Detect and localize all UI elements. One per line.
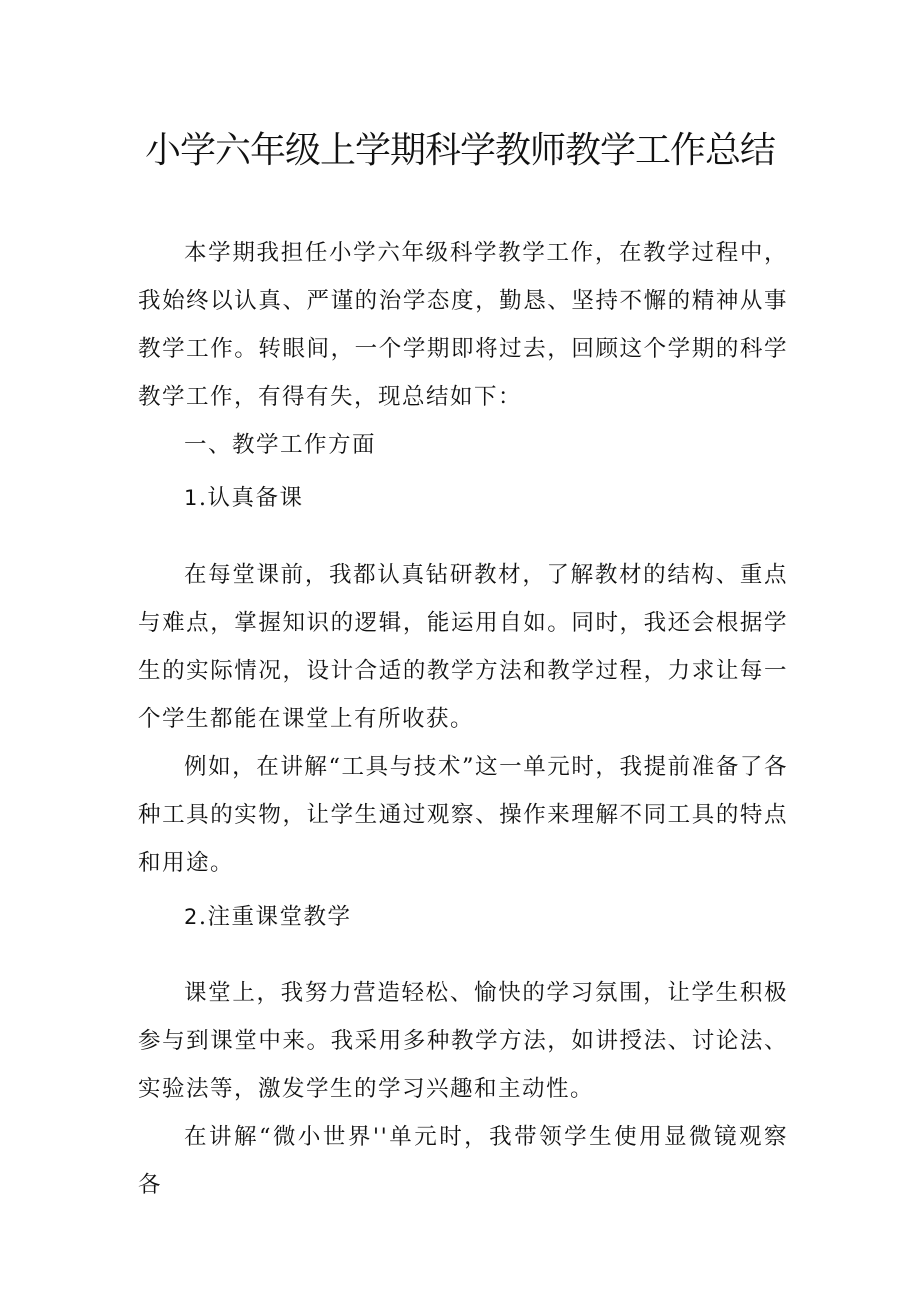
tools-example-paragraph: 例如，在讲解“工具与技术”这一单元时，我提前准备了各种工具的实物，让学生通过观察、操作来理解不同工具的特点和用途。 [138, 754, 788, 876]
intro-paragraph: 本学期我担任小学六年级科学教学工作，在教学过程中，我始终以认真、严谨的治学态度，勤恳、坚持不懈的精神从事教学工作。转眼间，一个学期即将过去，回顾这个学期的科学教学工作，有得有失，现总结如下： [138, 240, 788, 410]
section-heading-teaching: 一、教学工作方面 [184, 432, 377, 458]
item-number: 2 [184, 905, 199, 929]
prepare-lessons-paragraph: 在每堂课前，我都认真钻研教材，了解教材的结构、重点与难点，掌握知识的逻辑，能运用自如。同时，我还会根据学生的实际情况，设计合适的教学方法和教学过程，力求让每一个学生都能在课堂上有所收获。 [138, 562, 788, 732]
document-title: 小学六年级上学期科学教师教学工作总结 [144, 130, 775, 171]
classroom-teaching-paragraph: 课堂上，我努力营造轻松、愉快的学习氛围，让学生积极参与到课堂中来。我采用多种教学方法，如讲授法、讨论法、实验法等，激发学生的学习兴趣和主动性。 [138, 980, 788, 1102]
item-number: 1 [184, 486, 199, 510]
item-label: .注重课堂教学 [198, 904, 352, 930]
item-label: .认真备课 [198, 485, 304, 511]
item-heading-classroom-teaching [184, 893, 352, 941]
micro-world-paragraph: 在讲解“微小世界''单元时，我带领学生使用显微镜观察各 [138, 1124, 788, 1198]
item-heading-prepare-lessons [184, 474, 304, 522]
